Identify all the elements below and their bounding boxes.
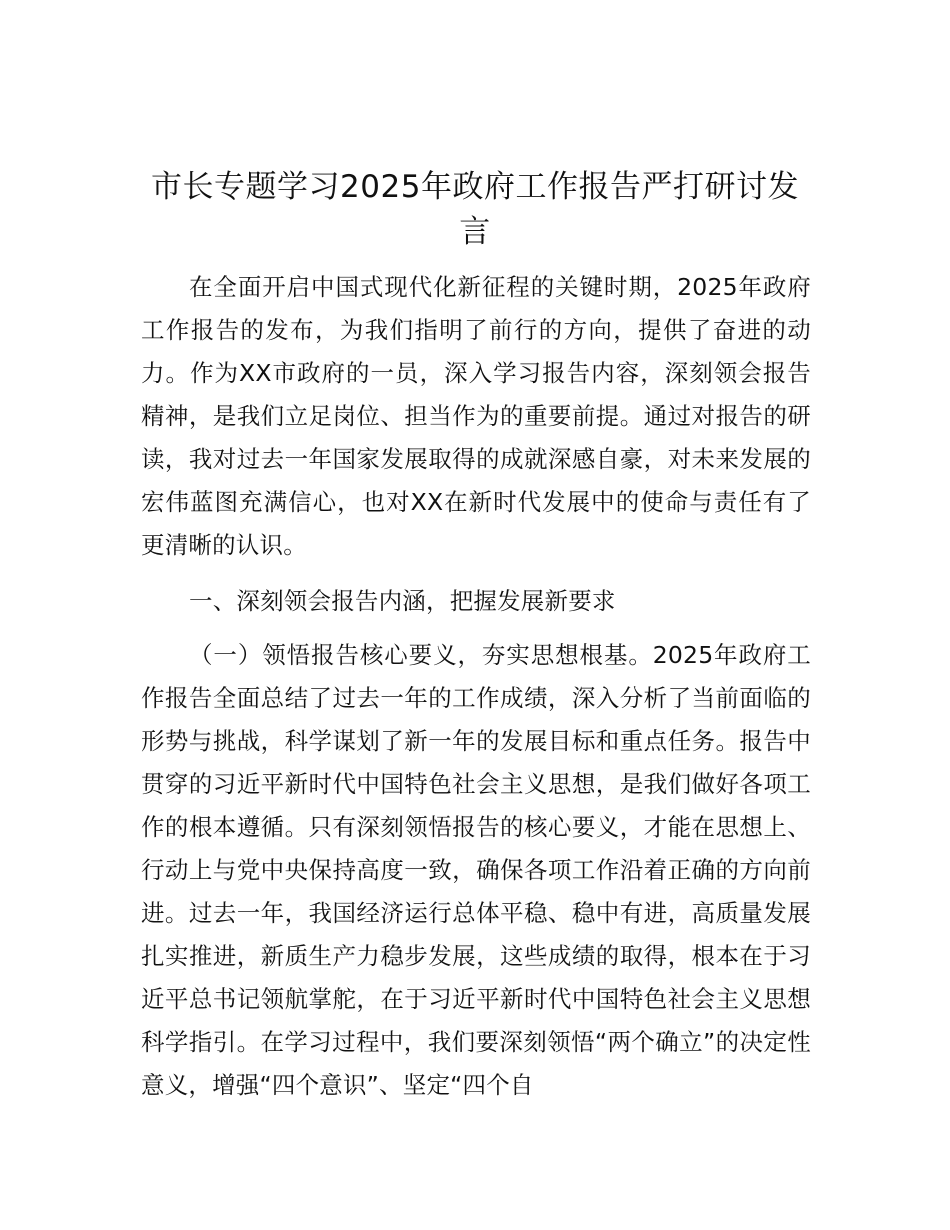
document-title: 市长专题学习2025年政府工作报告严打研讨发言 — [151, 169, 799, 250]
section-heading: 一、深刻领会报告内涵，把握发展新要求 — [189, 587, 616, 615]
body-paragraph: （一）领悟报告核心要义，夯实思想根基。2025年政府工作报告全面总结了过去一年的工作成绩，深入分析了当前面临的形势与挑战，科学谋划了新一年的发展目标和重点任务。报告中贯穿的习近平新时代中国特色社会主义思想，是我们做好各项工作的根本遵循。只有深刻领悟报告的核心要义，才能在思想上、行动上与党中央保持高度一致，确保各项工作沿着正确的方向前进。过去一年，我国经济运行总体平稳、稳中有进，高质量发展扎实推进，新质生产力稳步发展，这些成绩的取得，根本在于习近平总书记领航掌舵，在于习近平新时代中国特色社会主义思想科学指引。在学习过程中，我们要深刻领悟“两个确立”的决定性意义，增强“四个意识”、坚定“四个自 — [141, 641, 811, 1099]
intro-paragraph: 在全面开启中国式现代化新征程的关键时期，2025年政府工作报告的发布，为我们指明了前行的方向，提供了奋进的动力。作为XX市政府的一员，深入学习报告内容，深刻领会报告精神，是我们立足岗位、担当作为的重要前提。通过对报告的研读，我对过去一年国家发展取得的成就深感自豪，对未来发展的宏伟蓝图充满信心，也对XX在新时代发展中的使命与责任有了更清晰的认识。 — [141, 273, 811, 559]
